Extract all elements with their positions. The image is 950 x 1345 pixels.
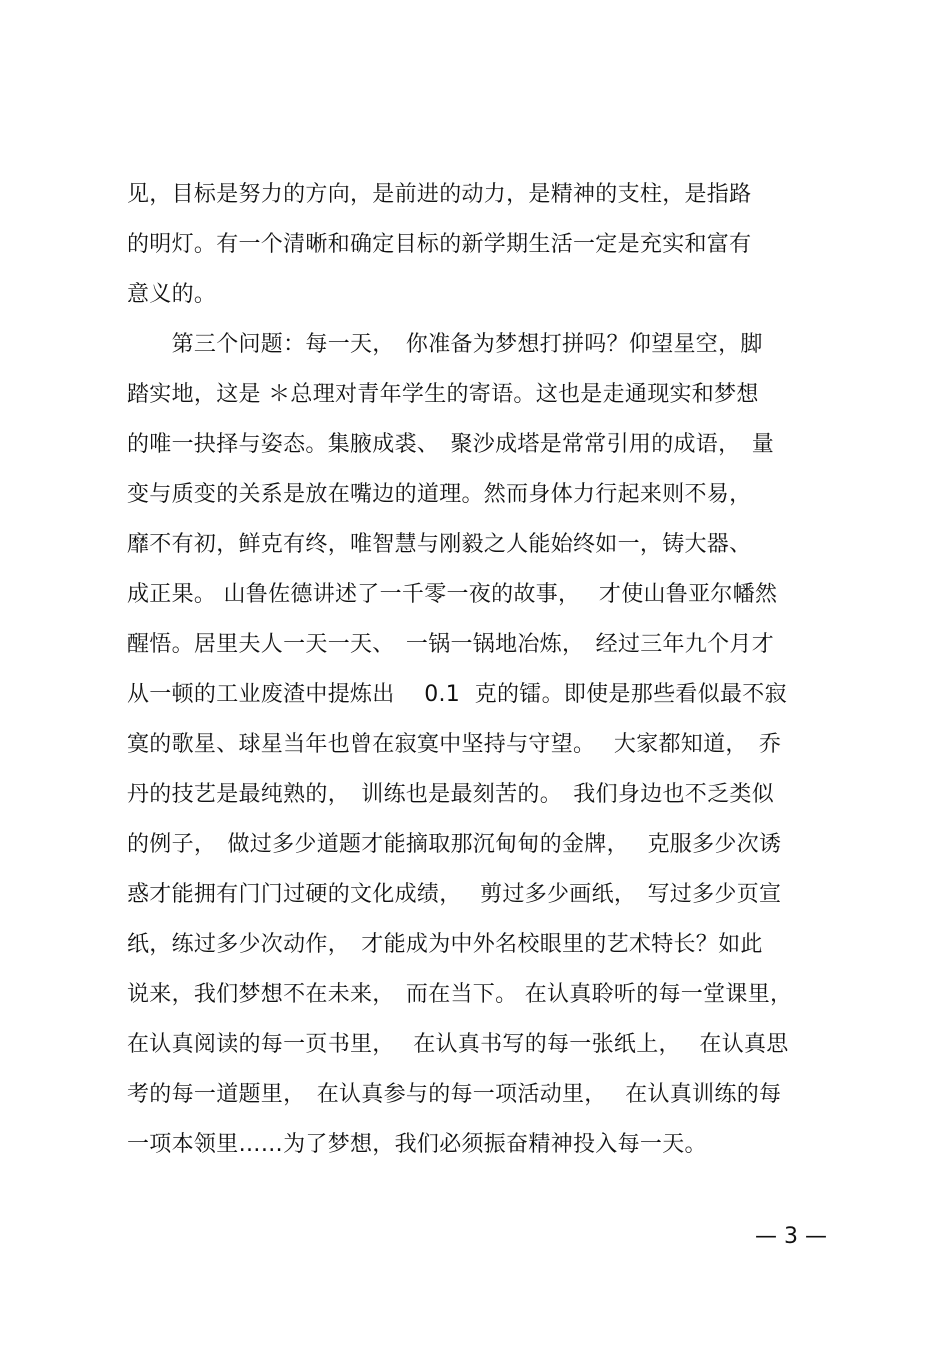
text-line: 的唯一抉择与姿态。集腋成裘、 聚沙成塔是常常引用的成语， 量	[127, 432, 775, 457]
text-line: 在认真阅读的每一页书里， 在认真书写的每一张纸上， 在认真思	[127, 1032, 789, 1057]
text-line: 惑才能拥有门门过硬的文化成绩， 剪过多少画纸， 写过多少页宣	[127, 882, 782, 907]
text-line: 靡不有初，鲜克有终，唯智慧与刚毅之人能始终如一，铸大器、	[127, 532, 752, 557]
text-line: 踏实地，这是 ＊总理对青年学生的寄语。这也是走通现实和梦想	[127, 382, 759, 407]
text-line: 从一顿的工业废渣中提炼出 0.1 克的镭。即使是那些看似最不寂	[127, 682, 787, 707]
text-line: 醒悟。居里夫人一天一天、 一锅一锅地冶炼， 经过三年九个月才	[127, 632, 775, 657]
text-line: 变与质变的关系是放在嘴边的道理。然而身体力行起来则不易，	[127, 482, 752, 507]
text-line: 一项本领里……为了梦想，我们必须振奋精神投入每一天。	[127, 1132, 707, 1157]
page-number: — 3 —	[755, 1224, 827, 1249]
text-line: 成正果。 山鲁佐德讲述了一千零一夜的故事， 才使山鲁亚尔幡然	[127, 582, 778, 607]
text-line: 寞的歌星、球星当年也曾在寂寞中坚持与守望。 大家都知道， 乔	[127, 732, 782, 757]
text-line: 见，目标是努力的方向，是前进的动力，是精神的支柱，是指路	[127, 182, 752, 207]
text-line: 的明灯。有一个清晰和确定目标的新学期生活一定是充实和富有	[127, 232, 752, 257]
text-line: 考的每一道题里， 在认真参与的每一项活动里， 在认真训练的每	[127, 1082, 782, 1107]
text-line: 第三个问题：每一天， 你准备为梦想打拼吗？仰望星空，脚	[127, 332, 763, 357]
text-line: 说来，我们梦想不在未来， 而在当下。 在认真聆听的每一堂课里，	[127, 982, 793, 1007]
text-line: 纸，练过多少次动作， 才能成为中外名校眼里的艺术特长？如此	[127, 932, 763, 957]
text-line: 的例子， 做过多少道题才能摘取那沉甸甸的金牌， 克服多少次诱	[127, 832, 782, 857]
text-line: 意义的。	[127, 282, 217, 307]
text-line: 丹的技艺是最纯熟的， 训练也是最刻苦的。 我们身边也不乏类似	[127, 782, 775, 807]
